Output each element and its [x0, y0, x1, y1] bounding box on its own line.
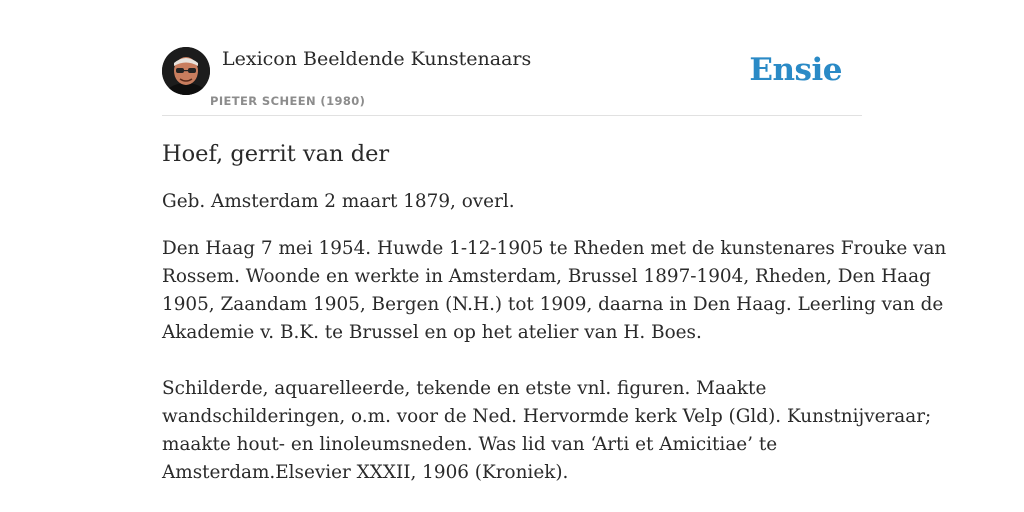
- entry-body: [162, 235, 947, 487]
- author-byline[interactable]: PIETER SCHEEN (1980): [210, 94, 366, 108]
- body-line: 1905, Zaandam 1905, Bergen (N.H.) tot 1909, daarna in Den Haag. Leerling van de: [162, 294, 944, 315]
- body-line: wandschilderingen, o.m. voor de Ned. Hervormde kerk Velp (Gld). Kunstnijveraar;: [162, 406, 932, 427]
- page-header: [162, 44, 862, 116]
- entry-lead: Geb. Amsterdam 2 maart 1879, overl.: [162, 191, 515, 212]
- body-line: Den Haag 7 mei 1954. Huwde 1-12-1905 te Rheden met de kunstenares Frouke van: [162, 238, 947, 259]
- entry-content: [162, 138, 947, 487]
- body-line: Amsterdam.Elsevier XXXII, 1906 (Kroniek).: [162, 462, 569, 483]
- body-line: Schilderde, aquarelleerde, tekende en etste vnl. figuren. Maakte: [162, 378, 767, 399]
- body-line: Akademie v. B.K. te Brussel en op het atelier van H. Boes.: [162, 322, 702, 343]
- paragraph-break: [162, 347, 872, 375]
- avatar-portrait-icon: [162, 47, 210, 95]
- brand-logo[interactable]: Ensie: [749, 52, 842, 88]
- body-line: Rossem. Woonde en werkte in Amsterdam, Brussel 1897-1904, Rheden, Den Haag: [162, 266, 931, 287]
- body-line: maakte hout- en linoleumsneden. Was lid van ‘Arti et Amicitiae’ te: [162, 434, 778, 455]
- author-avatar[interactable]: [162, 47, 210, 95]
- publication-title[interactable]: Lexicon Beeldende Kunstenaars: [222, 48, 532, 70]
- entry-title: Hoef, gerrit van der: [162, 141, 390, 167]
